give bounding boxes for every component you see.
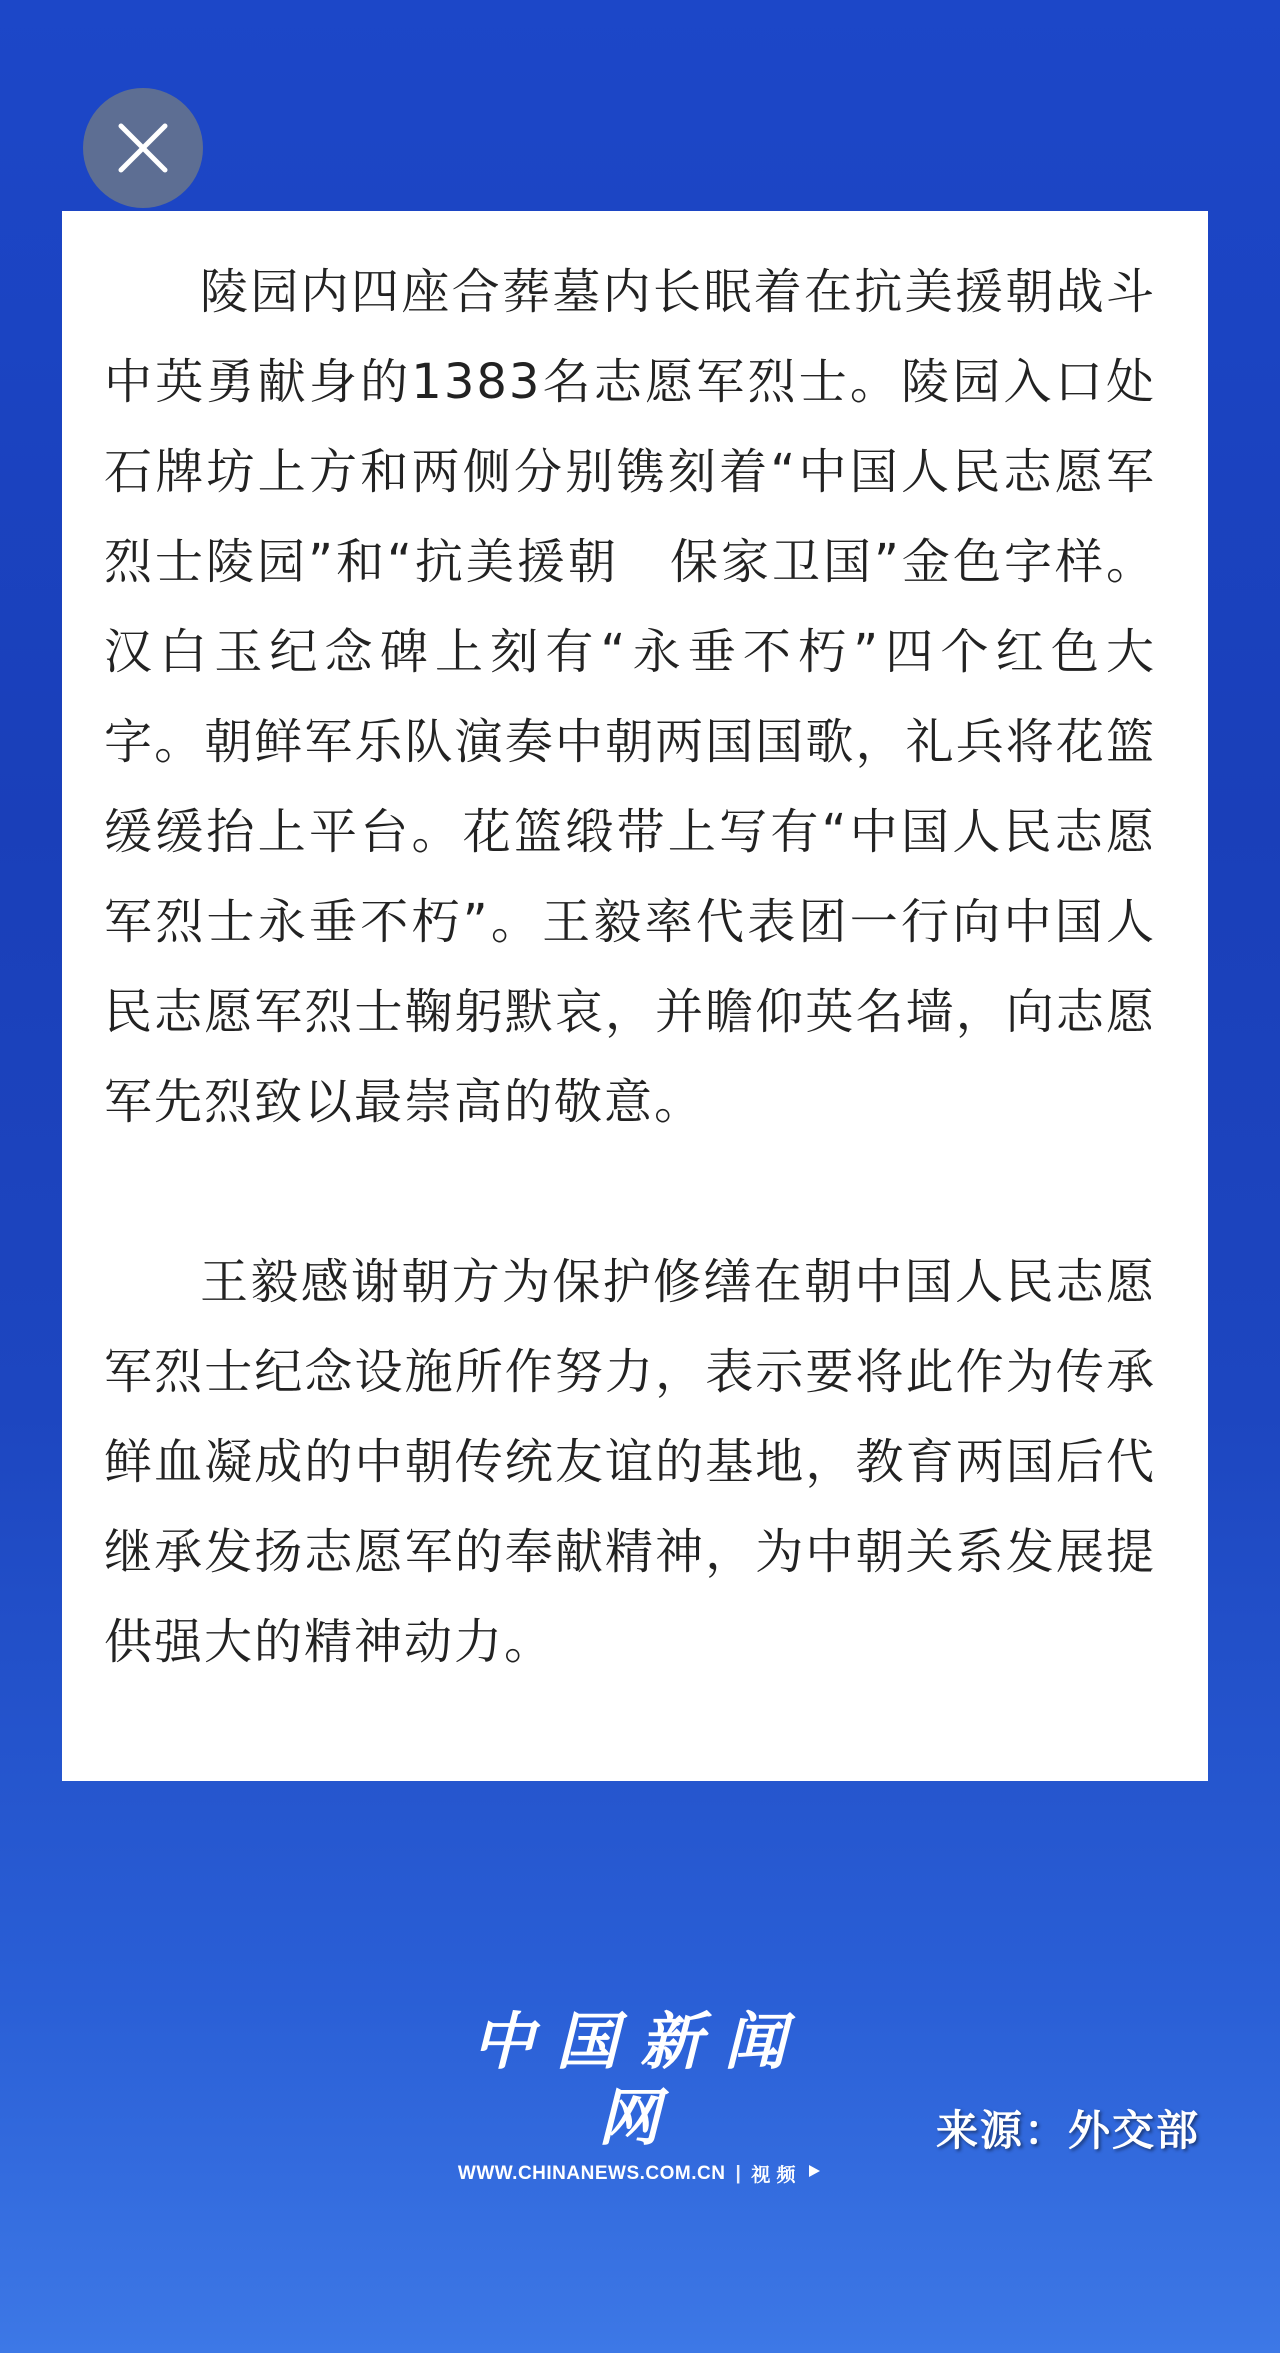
brand-url: WWW.CHINANEWS.COM.CN — [457, 2162, 726, 2184]
article-paragraph-2: 王毅感谢朝方为保护修缮在朝中国人民志愿军烈士纪念设施所作努力，表示要将此作为传承鲜血凝成的中朝传统友谊的基地，教育两国后代继承发扬志愿军的奉献精神，为中朝关系发展提供强大的精神动力。 — [104, 1254, 1156, 1670]
play-icon — [806, 2163, 822, 2185]
brand-separator: | — [735, 2162, 742, 2184]
brand-logo — [440, 2004, 840, 2187]
close-button[interactable] — [83, 88, 203, 208]
article-paragraph-1: 陵园内四座合葬墓内长眠着在抗美援朝战斗中英勇献身的1383名志愿军烈士。陵园入口处石牌坊上方和两侧分别镌刻着“中国人民志愿军烈士陵园”和“抗美援朝 保家卫国”金色字样。汉白玉纪念碑上刻有“永垂不朽”四个红色大字。朝鲜军乐队演奏中朝两国国歌，礼兵将花篮缓缓抬上平台。花篮缎带上写有“中国人民志愿军烈士永垂不朽”。王毅率代表团一行向中国人民志愿军烈士鞠躬默哀，并瞻仰英名墙，向志愿军先烈致以最崇高的敬意。 — [104, 264, 1156, 1130]
brand-subline — [440, 2160, 840, 2187]
article-card — [62, 211, 1208, 1781]
close-icon — [117, 122, 169, 174]
brand-logo-text: 中国新闻网 — [471, 2005, 808, 2154]
source-label: 来源：外交部 — [935, 2106, 1200, 2155]
brand-channel: 视 频 — [751, 2165, 797, 2186]
